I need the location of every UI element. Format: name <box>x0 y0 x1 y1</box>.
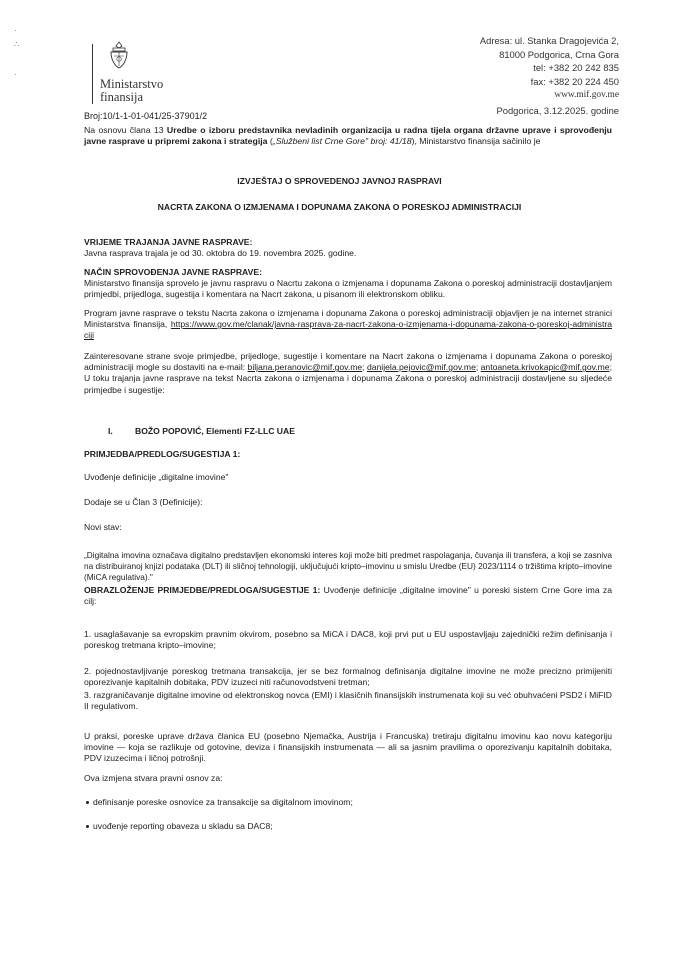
rationale-text: Uvođenje definicije „digitalne imovine" u poreski sistem Crne Gore ima za cilj: <box>84 585 612 607</box>
logo-name-line1: Ministarstvo <box>100 77 164 91</box>
method-heading: NAČIN SPROVOĐENJA JAVNE RASPRAVE: <box>84 267 262 277</box>
suggestion-line: Uvođenje definicije „digitalne imovine" <box>84 472 229 482</box>
section-submitter: BOŽO POPOVIĆ, Elementi FZ-LLC UAE <box>135 426 295 436</box>
rationale-point: 1. usaglašavanje sa evropskim pravnim okvirom, posebno sa MiCA i DAC8, koji prvi put u EU uspostavljaju zajednički režim definisanja i poreskog tretmana kripto–imovine; <box>84 629 612 651</box>
report-title: IZVJEŠTAJ O SPROVEDENOJ JAVNOJ RASPRAVI <box>237 176 442 186</box>
draft-law-title: NACRTA ZAKONA O IZMJENAMA I DOPUNAMA ZAKONA O PORESKOJ ADMINISTRACIJI <box>157 202 522 212</box>
program-paragraph <box>84 308 612 342</box>
coat-of-arms-icon <box>108 40 130 70</box>
suggestion-line: Dodaje se u Član 3 (Definicije): <box>84 497 203 507</box>
address-line: Adresa: ul. Stanka Dragojevića 2, <box>479 35 619 46</box>
duration-text: Javna rasprava trajala je od 30. oktobra do 19. novembra 2025. godine. <box>84 248 357 259</box>
intro-regulation-name: Uredbe o izboru predstavnika nevladinih organizacija u radna tijela organa državne uprave i sprovođenju javne rasprave u pripremi zakona i strategija <box>84 125 612 147</box>
rationale-heading: OBRAZLOŽENJE PRIMJEDBE/PREDLOGA/SUGESTIJE 1: <box>84 585 321 595</box>
intro-paragraph <box>84 125 612 148</box>
intro-text: ), Ministarstvo finansija sačinilo je <box>411 136 541 147</box>
date-line: Podgorica, 3.12.2025. godine <box>496 105 619 117</box>
rationale-point: 2. pojednostavljivanje poreskog tretmana transakcija, jer se bez formalnog definisanja digitalne imovine ne može precizno primijeniti oporezivanje kapitalnih dobitaka, PDV izuzeci niti računovodstveni tretman; <box>84 666 612 688</box>
basis-intro: Ova izmjena stvara pravni osnov za: <box>84 773 223 783</box>
program-link[interactable]: https://www.gov.me/clanak/javna-rasprava-za-nacrt-zakona-o-izmjenama-i-dopunama-zakona-o-poreskoj-administraciji <box>84 319 612 341</box>
logo-divider <box>92 44 93 104</box>
intro-text: ( <box>267 136 273 147</box>
rationale-point: 3. razgraničavanje digitalne imovine od elektronskog novca (EMI) i klasičnih finansijskih instrumenata koji su već obuhvaćeni PSD2 i MiFID II regulativom. <box>84 690 612 712</box>
program-text: Program javne rasprave o tekstu Nacrta zakona o izmjenama i dopunama Zakona o poreskoj administraciji objavljen je na internet stranici Ministarstva finansija, <box>84 308 612 330</box>
phone-line: tel: +382 20 242 835 <box>533 62 619 74</box>
reference-number: Broj:10/1-1-01-041/25-37901/2 <box>84 111 208 121</box>
bullet-icon <box>86 801 89 804</box>
suggestion-heading: PRIMJEDBA/PREDLOG/SUGESTIJA 1: <box>84 449 241 459</box>
separator: ; <box>475 362 481 373</box>
rationale-paragraph <box>84 585 612 607</box>
bullet-icon <box>86 825 89 828</box>
section-numeral: I. <box>108 426 113 436</box>
bullet-item <box>86 797 353 808</box>
margin-mark: · <box>14 70 17 79</box>
suggestion-line: Novi stav: <box>84 522 122 532</box>
logo-name-line2: finansija <box>100 90 144 105</box>
logo-text <box>100 78 163 104</box>
margin-mark: ∴ <box>14 40 20 49</box>
email-link[interactable]: biljana.peranovic@mif.gov.me <box>247 362 363 373</box>
submission-paragraph <box>84 351 612 396</box>
submission-text: Zainteresovane strane svoje primjedbe, prijedloge, sugestije i komentare na Nacrt zakona o izmjenama i dopunama Zakona o poreskoj administraciji mogle su dostaviti na e-mail: <box>84 351 612 373</box>
website-line: www.mif.gov.me <box>554 89 619 100</box>
email-link[interactable]: antoaneta.krivokapic@mif.gov.me <box>480 362 610 373</box>
email-link[interactable]: danijela.pejovic@mif.gov.me <box>366 362 476 373</box>
separator: ; <box>362 362 367 373</box>
bullet-item <box>86 821 273 832</box>
bullet-text: definisanje poreske osnovice za transakcije sa digitalnom imovinom; <box>93 797 353 807</box>
intro-text: Na osnovu člana 13 <box>84 125 167 135</box>
duration-heading: VRIJEME TRAJANJA JAVNE RASPRAVE: <box>84 237 253 247</box>
duration-section <box>84 237 612 259</box>
ministry-logo <box>92 40 202 110</box>
definition-quote: „Digitalna imovina označava digitalno predstavljen ekonomski interes koji može biti predmet raspolaganja, čuvanja ili transfera, a koji se zasniva na distribuiranoj knjizi podataka (DLT) ili sličnoj tehnologiji, uključujući kripto–imovinu u smislu Uredbe (EU) 2023/1114 o tržištima kripto–imovine (MiCA regulativa)." <box>84 550 613 582</box>
practice-paragraph: U praksi, poreske uprave država članica EU (posebno Njemačka, Austrija i Francuska) tretiraju digitalnu imovinu kao novu kategoriju imovine — koja se razlikuje od gotovine, deviza i finansijskih instrumenata — ali sa jasnim pravilima o oporezivanju kapitalnih dobitaka, PDV izuzecima i ličnoj potrošnji. <box>84 731 612 764</box>
address-line: 81000 Podgorica, Crna Gora <box>499 48 619 60</box>
fax-line: fax: +382 20 224 450 <box>530 75 619 87</box>
method-section <box>84 267 612 301</box>
margin-mark: · <box>14 26 17 35</box>
address-block <box>480 34 619 118</box>
method-text: Ministarstvo finansija sprovelo je javnu raspravu o Nacrtu zakona o izmjenama i dopunama Zakona o poreskoj administraciji dostavljanjem primjedbi, prijedloga, sugestija i komentara na Nacrt zakona, u pisanom ili elektronskom obliku. <box>84 278 612 300</box>
submission-text: ; U toku trajanja javne rasprave na tekst Nacrta zakona o izmjenama i dopunama Zakona o poreskoj administraciji dostavljene su sljedeće primjedbe i sugestije: <box>84 362 612 395</box>
bullet-text: uvođenje reporting obaveza u skladu sa DAC8; <box>93 821 273 831</box>
intro-gazette-ref: „Službeni list Crne Gore" broj: 41/18 <box>272 136 412 147</box>
